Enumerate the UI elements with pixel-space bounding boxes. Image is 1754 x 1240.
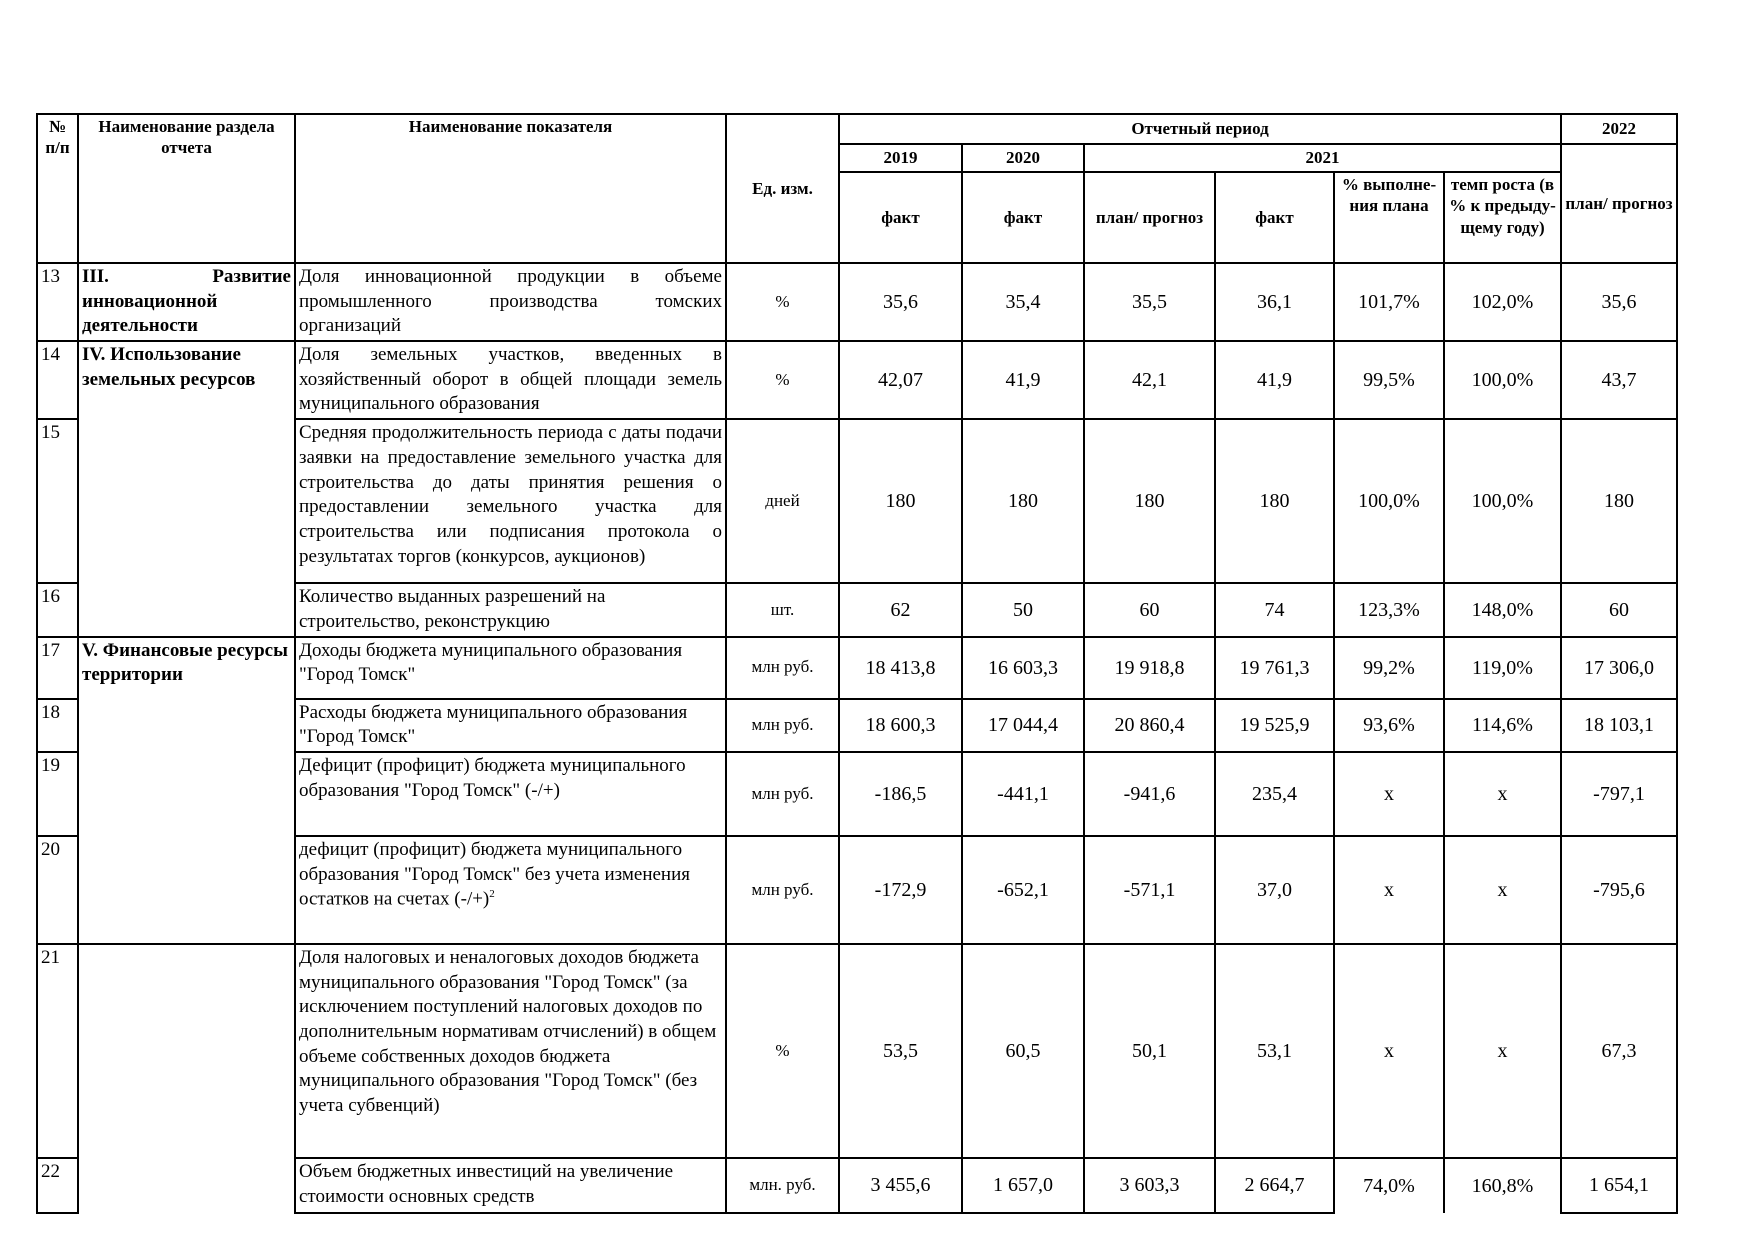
- plan-2022: 1 654,1: [1561, 1158, 1677, 1213]
- plan-2022: 43,7: [1561, 341, 1677, 419]
- table-row: [37, 341, 1677, 419]
- indicator-name: Доля земельных участков, введенных в хозяйственный оборот в общей площади земель муниципального образования: [295, 341, 726, 419]
- table-row: [37, 263, 1677, 341]
- header-section: Наименование раздела отчета: [78, 114, 295, 263]
- fact-2020: 50: [962, 583, 1084, 636]
- fact-2020: 60,5: [962, 944, 1084, 1158]
- header-year-2021: 2021: [1084, 144, 1561, 172]
- fact-2020: 41,9: [962, 341, 1084, 419]
- row-number: 17: [37, 637, 78, 699]
- growth-rate: 102,0%: [1444, 263, 1561, 341]
- fact-2019: 18 600,3: [839, 699, 962, 752]
- indicator-name: Количество выданных разрешений на строительство, реконструкцию: [295, 583, 726, 636]
- unit: млн руб.: [726, 836, 839, 944]
- header-plan-forecast-2021: план/ прогноз: [1084, 172, 1215, 263]
- header-year-2019: 2019: [839, 144, 962, 172]
- plan-2022: -795,6: [1561, 836, 1677, 944]
- indicator-name: Объем бюджетных инвестиций на увеличение стоимости основных средств: [295, 1158, 726, 1213]
- unit: млн руб.: [726, 637, 839, 699]
- unit: дней: [726, 419, 839, 583]
- section-name: IV. Использование земельных ресурсов: [78, 341, 295, 636]
- unit: %: [726, 944, 839, 1158]
- indicator-name: [295, 836, 726, 944]
- percent-plan: x: [1334, 836, 1444, 944]
- report-table: [36, 113, 1678, 1214]
- plan-2022: 67,3: [1561, 944, 1677, 1158]
- row-number: 18: [37, 699, 78, 752]
- table-row: [37, 637, 1677, 699]
- percent-plan: 99,2%: [1334, 637, 1444, 699]
- unit: млн. руб.: [726, 1158, 839, 1213]
- percent-plan: 101,7%: [1334, 263, 1444, 341]
- unit: %: [726, 341, 839, 419]
- header-fact-2019: факт: [839, 172, 962, 263]
- row-number: 22: [37, 1158, 78, 1213]
- fact-2021: 74: [1215, 583, 1334, 636]
- percent-plan: 100,0%: [1334, 419, 1444, 583]
- fact-2019: -172,9: [839, 836, 962, 944]
- plan-2021: 20 860,4: [1084, 699, 1215, 752]
- growth-rate: 160,8%: [1444, 1158, 1561, 1213]
- plan-2021: 42,1: [1084, 341, 1215, 419]
- growth-rate: 119,0%: [1444, 637, 1561, 699]
- plan-2021: 35,5: [1084, 263, 1215, 341]
- fact-2021: 235,4: [1215, 752, 1334, 836]
- plan-2021: -941,6: [1084, 752, 1215, 836]
- indicator-name: Расходы бюджета муниципального образования "Город Томск": [295, 699, 726, 752]
- header-year-2022: 2022: [1561, 114, 1677, 144]
- percent-plan: x: [1334, 944, 1444, 1158]
- growth-rate: 148,0%: [1444, 583, 1561, 636]
- plan-2021: 180: [1084, 419, 1215, 583]
- header-fact-2021: факт: [1215, 172, 1334, 263]
- plan-2022: 60: [1561, 583, 1677, 636]
- growth-rate: 100,0%: [1444, 341, 1561, 419]
- plan-2021: -571,1: [1084, 836, 1215, 944]
- fact-2020: 16 603,3: [962, 637, 1084, 699]
- header-indicator: Наименование показателя: [295, 114, 726, 263]
- plan-2022: 180: [1561, 419, 1677, 583]
- row-number: 16: [37, 583, 78, 636]
- row-number: 15: [37, 419, 78, 583]
- plan-2021: 3 603,3: [1084, 1158, 1215, 1213]
- fact-2019: 35,6: [839, 263, 962, 341]
- growth-rate: 100,0%: [1444, 419, 1561, 583]
- fact-2019: 180: [839, 419, 962, 583]
- row-number: 13: [37, 263, 78, 341]
- fact-2021: 19 525,9: [1215, 699, 1334, 752]
- fact-2020: -441,1: [962, 752, 1084, 836]
- growth-rate: x: [1444, 944, 1561, 1158]
- fact-2019: 42,07: [839, 341, 962, 419]
- growth-rate: x: [1444, 836, 1561, 944]
- unit: шт.: [726, 583, 839, 636]
- fact-2019: 3 455,6: [839, 1158, 962, 1213]
- unit: %: [726, 263, 839, 341]
- indicator-name: Средняя продолжительность периода с даты подачи заявки на предоставление земельного участка для строительства до даты принятия решения о предоставлении земельного участка для строительства или подписания протокола о результатах торгов (конкурсов, аукционов): [295, 419, 726, 583]
- header-reporting-period: Отчетный период: [839, 114, 1561, 144]
- header-year-2020: 2020: [962, 144, 1084, 172]
- fact-2021: 53,1: [1215, 944, 1334, 1158]
- plan-2022: 17 306,0: [1561, 637, 1677, 699]
- table-row: [37, 944, 1677, 1158]
- plan-2021: 50,1: [1084, 944, 1215, 1158]
- indicator-text: дефицит (профицит) бюджета муниципального образования "Город Томск" без учета изменения остатков на счетах (-/+): [299, 838, 691, 910]
- fact-2020: 1 657,0: [962, 1158, 1084, 1213]
- row-number: 19: [37, 752, 78, 836]
- plan-2022: 18 103,1: [1561, 699, 1677, 752]
- percent-plan: x: [1334, 752, 1444, 836]
- header-growth-rate: темп роста (в % к предыду-щему году): [1444, 172, 1561, 263]
- row-number: 14: [37, 341, 78, 419]
- growth-rate: 114,6%: [1444, 699, 1561, 752]
- fact-2021: 36,1: [1215, 263, 1334, 341]
- footnote-marker: 2: [489, 888, 495, 901]
- row-number: 20: [37, 836, 78, 944]
- percent-plan: 123,3%: [1334, 583, 1444, 636]
- indicator-name: Доходы бюджета муниципального образования "Город Томск": [295, 637, 726, 699]
- fact-2021: 37,0: [1215, 836, 1334, 944]
- fact-2019: 62: [839, 583, 962, 636]
- plan-2021: 19 918,8: [1084, 637, 1215, 699]
- fact-2020: 35,4: [962, 263, 1084, 341]
- header-unit: Ед. изм.: [726, 114, 839, 263]
- header-percent-plan: % выполне-ния плана: [1334, 172, 1444, 263]
- header-fact-2020: факт: [962, 172, 1084, 263]
- fact-2020: 17 044,4: [962, 699, 1084, 752]
- percent-plan: 93,6%: [1334, 699, 1444, 752]
- plan-2022: -797,1: [1561, 752, 1677, 836]
- fact-2019: -186,5: [839, 752, 962, 836]
- fact-2019: 53,5: [839, 944, 962, 1158]
- percent-plan: 99,5%: [1334, 341, 1444, 419]
- indicator-name: Доля налоговых и неналоговых доходов бюджета муниципального образования "Город Томск" (за исключением поступлений налоговых доходов по дополнительным нормативам отчислений) в общем объеме собственных доходов бюджета муниципального образования "Город Томск" (без учета субвенций): [295, 944, 726, 1158]
- fact-2021: 19 761,3: [1215, 637, 1334, 699]
- fact-2019: 18 413,8: [839, 637, 962, 699]
- fact-2020: -652,1: [962, 836, 1084, 944]
- percent-plan: 74,0%: [1334, 1158, 1444, 1213]
- fact-2020: 180: [962, 419, 1084, 583]
- fact-2021: 180: [1215, 419, 1334, 583]
- growth-rate: x: [1444, 752, 1561, 836]
- header-plan-forecast-2022: план/ прогноз: [1561, 144, 1677, 263]
- unit: млн руб.: [726, 699, 839, 752]
- plan-2021: 60: [1084, 583, 1215, 636]
- section-name: V. Финансовые ресурсы территории: [78, 637, 295, 944]
- section-name: III. Развитие инновационной деятельности: [78, 263, 295, 341]
- plan-2022: 35,6: [1561, 263, 1677, 341]
- row-number: 21: [37, 944, 78, 1158]
- fact-2021: 2 664,7: [1215, 1158, 1334, 1213]
- fact-2021: 41,9: [1215, 341, 1334, 419]
- indicator-name: Дефицит (профицит) бюджета муниципального образования "Город Томск" (-/+): [295, 752, 726, 836]
- section-empty: [78, 944, 295, 1213]
- indicator-name: Доля инновационной продукции в объеме промышленного производства томских организаций: [295, 263, 726, 341]
- unit: млн руб.: [726, 752, 839, 836]
- header-num: № п/п: [37, 114, 78, 263]
